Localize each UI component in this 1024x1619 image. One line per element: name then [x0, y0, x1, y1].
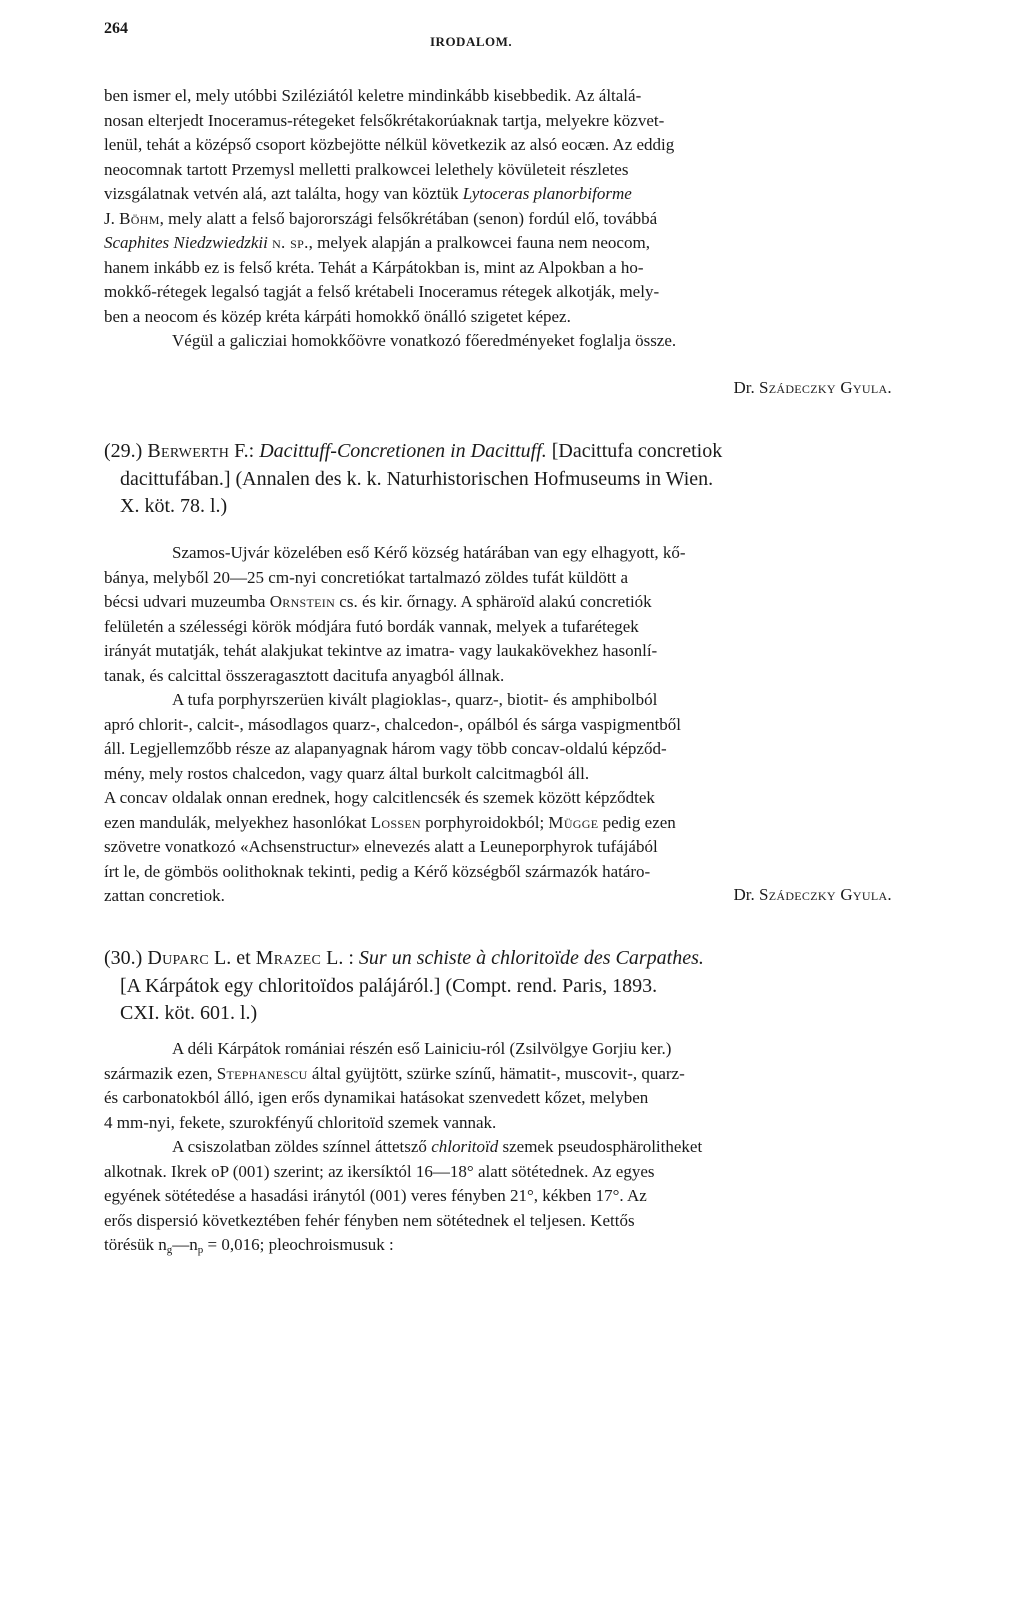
- text-line: A déli Kárpátok romániai részén eső Lainiciu-ról (Zsilvölgye Gorjiu ker.): [172, 1039, 672, 1058]
- bibliography-entry-29: [104, 438, 899, 521]
- text-line: lenül, tehát a középső csoport közbejötte nélkül következik az alsó eocæn. Az eddig: [104, 135, 675, 154]
- text-line: zattan concretiok.: [104, 886, 225, 905]
- text-line: A concav oldalak onnan erednek, hogy calcitlencsék és szemek között képződtek: [104, 788, 655, 807]
- text-line: erős dispersió következtében fehér fényben nem sötétednek el teljesen. Kettős: [104, 1210, 635, 1230]
- paragraph-block-2: [104, 541, 894, 909]
- paragraph-block-1: [104, 84, 894, 354]
- text-line: Szamos-Ujvár közelében eső Kérő község határában van egy elhagyott, kő-: [172, 543, 686, 562]
- entry-heading: (29.) Berwerth F.: Dacittuff-Concretionen in Dacittuff. [Dacittufa concretiok: [104, 440, 723, 462]
- text-line: bécsi udvari muzeumba Ornstein cs. és kir. őrnagy. A sphäroïd alakú concretiók: [104, 592, 652, 611]
- signature: Dr. Szádeczky Gyula.: [733, 378, 892, 397]
- text-line: ezen mandulák, melyekhez hasonlókat Lossen porphyroidokból; Mügge pedig ezen: [104, 812, 676, 832]
- text-line: mokkő-rétegek legalsó tagját a felső krétabeli Inoceramus rétegek alkotják, mely-: [104, 282, 660, 301]
- page-number: 264: [104, 20, 128, 37]
- entry-title: Sur un schiste à chloritoïde des Carpathes.: [358, 947, 704, 969]
- author-name: Ornstein: [269, 592, 336, 611]
- entry-line: dacittufában.] (Annalen des k. k. Naturhistorischen Hofmuseums in Wien.: [120, 467, 714, 490]
- text-line: A tufa porphyrszerüen kivált plagioklas-, quarz-, biotit- és amphibolból: [172, 690, 658, 709]
- author-name: Böhm: [119, 208, 160, 228]
- text-line: ben ismer el, mely utóbbi Sziléziától keletre mindinkább kisebbedik. Az általá-: [104, 86, 642, 105]
- entry-line: [A Kárpátok egy chloritoïdos palájáról.] (Compt. rend. Paris, 1893.: [120, 974, 658, 997]
- text-line: származik ezen, Stephanescu által gyüjtött, szürke színű, hämatit-, muscovit-, quarz-: [104, 1063, 685, 1083]
- entry-heading: (30.) Duparc L. et Mrazec L. : Sur un schiste à chloritoïde des Carpathes.: [104, 947, 704, 969]
- text-line: apró chlorit-, calcit-, másodlagos quarz-, chalcedon-, opálból és sárga vaspigmentből: [104, 714, 682, 734]
- author-name: Mügge: [548, 812, 599, 832]
- taxon-name: Lytoceras planorbiforme: [462, 184, 632, 203]
- text-line: Végül a galicziai homokkőövre vonatkozó főeredményeket foglalja össze.: [172, 331, 677, 350]
- running-head: IRODALOM.: [430, 34, 513, 49]
- text-line: 4 mm-nyi, fekete, szurokfényű chloritoïd szemek vannak.: [104, 1112, 497, 1132]
- text-line: mény, mely rostos chalcedon, vagy quarz által burkolt calcitmagból áll.: [104, 763, 590, 783]
- text-line: alkotnak. Ikrek oP (001) szerint; az ikersíktól 16—18° alatt sötétednek. Az egyes: [104, 1161, 655, 1181]
- text-line: J. Böhm, mely alatt a felső bajorországi felsőkrétában (senon) fordúl elő, továbbá: [104, 208, 658, 228]
- text-line: A csiszolatban zöldes színnel áttetsző chloritoïd szemek pseudosphärolitheket: [172, 1137, 703, 1156]
- text-line: egyének sötétedése a hasadási iránytól (001) veres fényben 21°, kékben 17°. Az: [104, 1186, 647, 1205]
- text-line: nosan elterjedt Inoceramus-rétegeket felsőkrétakorúaknak tartja, melyekre közvet-: [104, 110, 665, 130]
- text-line: hanem inkább ez is felső kréta. Tehát a Kárpátokban is, mint az Alpokban a ho-: [104, 257, 644, 277]
- author-name: Lossen: [370, 812, 421, 832]
- text-line: felületén a szélességi körök módjára futó bordák vannak, melyek a tufarétegek: [104, 616, 639, 636]
- bibliography-entry-30: [104, 945, 899, 1028]
- text-line: vizsgálatnak vetvén alá, azt találta, hogy van köztük Lytoceras planorbiforme: [104, 184, 632, 203]
- text-line: bánya, melyből 20—25 cm-nyi concretiókat tartalmazó zöldes tufát küldött a: [104, 567, 629, 587]
- text-line: neocomnak tartott Przemysl melletti pralkowcei lelethely kövületeit részletes: [104, 159, 629, 179]
- signature: Dr. Szádeczky Gyula.: [733, 885, 892, 904]
- entry-line: CXI. köt. 601. l.): [120, 1002, 258, 1024]
- text-line: áll. Legjellemzőbb része az alapanyagnak három vagy több concav-oldalú képződ-: [104, 739, 667, 758]
- text-line: törésük $n_g—n_p = 0,016$; pleochroismusuk :: [104, 1235, 394, 1256]
- text-line: irányát mutatják, tehát alakjukat tekintve az imatra- vagy laukakövekhez hasonlí-: [104, 641, 658, 660]
- text-line: szövetre vonatkozó «Achsenstructur» elnevezés alatt a Leuneporphyrok tufájából: [104, 837, 658, 856]
- text-line: írt le, de gömbös oolithoknak tekinti, pedig a Kérő községből származók határo-: [104, 861, 651, 881]
- entry-line: X. köt. 78. l.): [120, 495, 228, 517]
- paragraph-block-3: [104, 1037, 894, 1263]
- text-line: ben a neocom és közép kréta kárpáti homokkő önálló szigetet képez.: [104, 306, 571, 326]
- taxon-name: Scaphites Niedzwiedzkii: [104, 233, 268, 252]
- author-name: Stephanescu: [216, 1063, 308, 1083]
- entry-title: Dacittuff-Concretionen in Dacittuff.: [259, 440, 547, 462]
- text-line: Scaphites Niedzwiedzkii n. sp., melyek alapján a pralkowcei fauna nem neocom,: [104, 233, 650, 252]
- text-line: tanak, és calcittal összeragasztott dacitufa anyagból állnak.: [104, 665, 505, 685]
- text-line: és carbonatokból álló, igen erős dynamikai hatásokat szenvedett kőzet, melyben: [104, 1088, 649, 1107]
